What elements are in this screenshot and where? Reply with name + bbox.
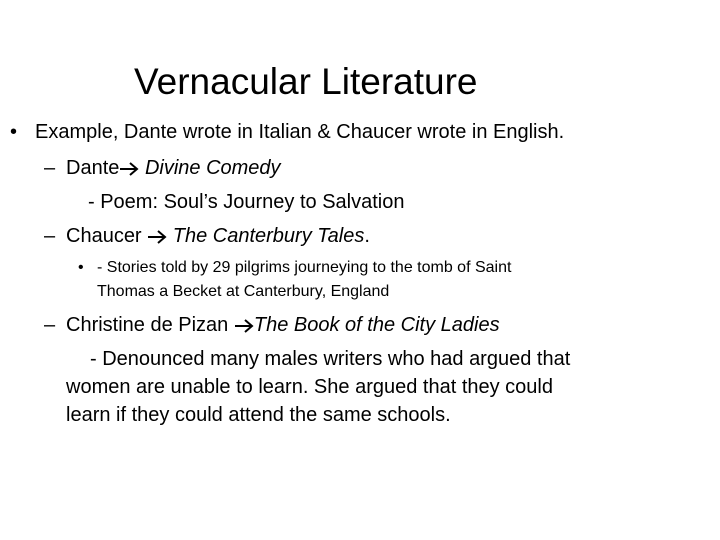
- dash-marker: –: [44, 225, 56, 247]
- bullet-dante-chaucer: [10, 119, 564, 145]
- pizan-note-line-1: - Denounced many males writers who had argued that: [90, 348, 571, 370]
- note-line-1: - Stories told by 29 pilgrims journeying to the tomb of Saint: [97, 259, 512, 276]
- dash-marker: –: [44, 157, 56, 179]
- work-title: The Canterbury Tales: [172, 225, 365, 247]
- author-name: Christine de Pizan: [66, 314, 229, 336]
- dash-marker: –: [44, 314, 56, 336]
- period: .: [364, 225, 370, 247]
- chaucer-note: [78, 258, 511, 278]
- sub-bullet-pizan: [44, 312, 500, 338]
- pizan-note-line-3: learn if they could attend the same schools.: [66, 404, 451, 426]
- bullet-marker: •: [10, 121, 18, 143]
- work-title: The Book of the City Ladies: [253, 314, 500, 336]
- slide-title: Vernacular Literature: [134, 61, 478, 102]
- work-title: Divine Comedy: [144, 157, 281, 179]
- author-name: Chaucer: [66, 225, 142, 247]
- right-arrow-icon: [119, 161, 139, 177]
- sub-bullet-chaucer: [44, 223, 370, 249]
- author-name: Dante: [66, 157, 120, 179]
- bullet-marker: •: [78, 259, 84, 276]
- pizan-note-line-2: women are unable to learn. She argued that they could: [66, 376, 553, 398]
- right-arrow-icon: [234, 318, 254, 334]
- chaucer-note-line-2: Thomas a Becket at Canterbury, England: [97, 283, 390, 300]
- sub-bullet-dante: [44, 155, 281, 181]
- dante-note: - Poem: Soul’s Journey to Salvation: [88, 191, 405, 213]
- bullet-text: Example, Dante wrote in Italian & Chaucer wrote in English.: [35, 121, 565, 143]
- right-arrow-icon: [147, 229, 167, 245]
